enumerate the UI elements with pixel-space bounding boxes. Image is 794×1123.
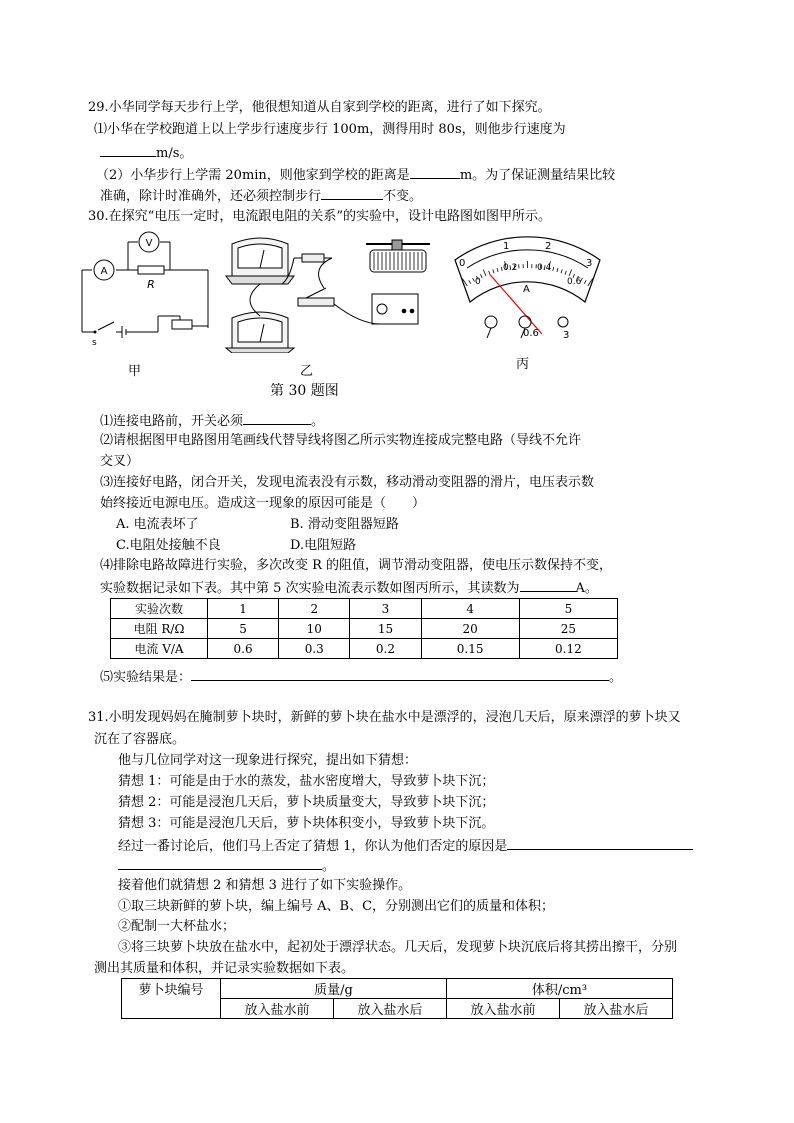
dial-bottom-1: 0.2 (503, 263, 518, 273)
q30-intro: 30.在探究“电压一定时，电流跟电阻的关系”的实验中，设计电路图如图甲所示。 (88, 209, 551, 224)
q31-reason-blank-2[interactable] (118, 856, 322, 870)
q29-line1: 29.小华同学每天步行上学，他很想知道从自家到学校的距离，进行了如下探究。 (88, 100, 551, 115)
dial-top-3: 3 (586, 258, 593, 269)
q30-option-c[interactable]: C.电阻处接触不良 (116, 538, 221, 553)
q30-s3b: 始终接近电源电压。造成这一现象的原因可能是（ ） (100, 496, 426, 511)
q30-s4-unit: A。 (575, 581, 598, 596)
q30-s4b (100, 578, 598, 598)
q29-line3 (100, 143, 192, 163)
q31-l7 (118, 836, 693, 856)
table-row (111, 619, 618, 639)
q31-l3: 他与几位同学对这一现象进行探究，提出如下猜想： (118, 753, 418, 768)
table-cell: 0.2 (350, 639, 421, 659)
table-header: 体积/cm³ (447, 979, 673, 999)
q31-data-table (121, 978, 673, 1019)
physical-circuit-yi (220, 228, 445, 353)
table-cell: 电阻 R/Ω (111, 619, 208, 639)
q31-l1: 31.小明发现妈妈在腌制萝卜块时，新鲜的萝卜块在盐水中是漂浮的，浸泡几天后，原来漂浮的萝卜块又 (88, 710, 681, 725)
terminal-label-0.6: 0.6 (523, 328, 539, 339)
q31-l12: ③将三块萝卜块放在盐水中，起初处于漂浮状态。几天后，发现萝卜块沉底后将其捞出擦干，分别 (118, 940, 678, 955)
q29-line2: ⑴小华在学校跑道上以上学步行速度步行 100m，测得用时 80s，则他步行速度为 (94, 122, 566, 137)
table-cell: 实验次数 (111, 599, 208, 619)
q30-result-blank[interactable] (191, 667, 609, 681)
q31-l6: 猜想 3：可能是浸泡几天后，萝卜块体积变小，导致萝卜块下沉。 (118, 816, 495, 831)
q31-l11: ②配制一大杯盐水； (118, 919, 236, 934)
q30-s2b: 交叉） (100, 454, 140, 469)
q29-line5-text2: 不变。 (383, 189, 423, 204)
terminal-label-3: 3 (563, 330, 570, 341)
table-cell: 0.6 (208, 639, 279, 659)
q30-s2a: ⑵请根据图甲电路图用笔画线代替导线将图乙所示实物连接成完整电路（导线不允许 (100, 433, 582, 448)
q31-l8-end: 。 (322, 859, 336, 874)
q31-l8 (118, 856, 335, 876)
q31-l2: 沉在了容器底。 (94, 732, 186, 747)
q30-s1-end: 。 (311, 414, 325, 429)
q30-s4a: ⑷排除电路故障进行实验，多次改变 R 的阻值，调节滑动变阻器，使电压示数保持不变， (100, 558, 613, 573)
q29-line4-text2: m。为了保证测量结果比较 (459, 168, 616, 183)
table-row (111, 599, 618, 619)
table-subheader: 放入盐水前 (221, 999, 334, 1019)
table-cell: 25 (519, 619, 617, 639)
q30-s1-blank[interactable] (243, 411, 311, 425)
q29-line4-text: （2）小华步行上学需 20min，则他家到学校的距离是 (96, 168, 410, 183)
table-cell: 10 (279, 619, 350, 639)
table-cell: 4 (421, 599, 519, 619)
q31-l13: 测出其质量和体积，并记录实验数据如下表。 (94, 961, 355, 976)
ammeter-dial-bing (445, 230, 610, 345)
table-cell: 2 (279, 599, 350, 619)
q30-s5 (100, 667, 622, 687)
q29-line5 (100, 186, 422, 206)
q30-option-d[interactable]: D.电阻短路 (290, 538, 357, 553)
q29-control-blank[interactable] (321, 186, 383, 200)
table-header: 质量/g (221, 979, 447, 999)
table-cell: 0.12 (519, 639, 617, 659)
resistor-symbol (138, 266, 164, 274)
table-subheader: 放入盐水后 (334, 999, 447, 1019)
table-cell: 0.3 (279, 639, 350, 659)
table-cell: 1 (208, 599, 279, 619)
dial-bottom-3: 0.6 (567, 277, 582, 287)
q31-l5: 猜想 2：可能是浸泡几天后，萝卜块质量变大，导致萝卜块下沉； (118, 795, 495, 810)
dial-top-0: 0 (459, 258, 466, 269)
q31-l7-text: 经过一番讨论后，他们马上否定了猜想 1，你认为他们否定的原因是 (118, 839, 508, 854)
fig-label-bing: 丙 (516, 357, 530, 372)
q29-speed-blank[interactable] (100, 143, 156, 157)
dial-bottom-2: 0.4 (537, 263, 552, 273)
dial-top-1: 1 (503, 241, 510, 252)
table-cell: 5 (208, 619, 279, 639)
q30-s5-text: ⑸实验结果是： (100, 670, 192, 685)
table-subheader: 放入盐水后 (560, 999, 673, 1019)
dial-needle (490, 275, 542, 334)
q29-distance-blank[interactable] (410, 165, 460, 179)
q30-option-b[interactable]: B. 滑动变阻器短路 (290, 517, 399, 532)
q30-s3a: ⑶连接好电路，闭合开关，发现电流表没有示数，移动滑动变阻器的滑片，电压表示数 (100, 475, 595, 490)
q30-data-table (110, 598, 618, 659)
table-cell: 15 (350, 619, 421, 639)
q30-s1-text: ⑴连接电路前，开关必须 (100, 414, 244, 429)
circuit-diagram-jia (78, 228, 213, 348)
ammeter-label: A (100, 266, 108, 277)
table-cell: 电流 V/A (111, 639, 208, 659)
q31-l10: ①取三块新鲜的萝卜块，编上编号 A、B、C，分别测出它们的质量和体积； (118, 899, 555, 914)
q30-s4b-text: 实验数据记录如下表。其中第 5 次实验电流表示数如图丙所示，其读数为 (100, 581, 520, 596)
q29-line4 (96, 165, 615, 185)
q30-s1 (100, 411, 324, 431)
fig-label-jia: 甲 (128, 364, 142, 379)
table-cell: 20 (421, 619, 519, 639)
fig-label-yi: 乙 (300, 364, 314, 379)
q29-unit: m/s。 (156, 146, 193, 161)
q29-line5-text: 准确，除计时准确外，还必须控制步行 (100, 189, 322, 204)
table-row (122, 979, 673, 999)
q30-reading-blank[interactable] (520, 578, 576, 592)
q30-option-a[interactable]: A. 电流表坏了 (116, 517, 199, 532)
fig-caption: 第 30 题图 (270, 383, 339, 399)
table-row (111, 639, 618, 659)
table-header: 萝卜块编号 (122, 979, 221, 1019)
table-cell: 3 (350, 599, 421, 619)
q31-l9: 接着他们就猜想 2 和猜想 3 进行了如下实验操作。 (118, 878, 412, 893)
table-subheader: 放入盐水前 (447, 999, 560, 1019)
table-cell: 0.15 (421, 639, 519, 659)
q31-l4: 猜想 1：可能是由于水的蒸发，盐水密度增大，导致萝卜块下沉； (118, 774, 495, 789)
dial-bottom-0: 0 (475, 277, 481, 287)
q31-reason-blank-1[interactable] (507, 836, 693, 850)
dial-top-2: 2 (545, 241, 552, 252)
dial-unit: A (523, 284, 530, 295)
voltmeter-label: V (145, 238, 153, 249)
q30-s5-end: 。 (609, 670, 623, 685)
resistor-label: R (147, 278, 155, 291)
switch-label: s (92, 338, 97, 348)
table-cell: 5 (519, 599, 617, 619)
